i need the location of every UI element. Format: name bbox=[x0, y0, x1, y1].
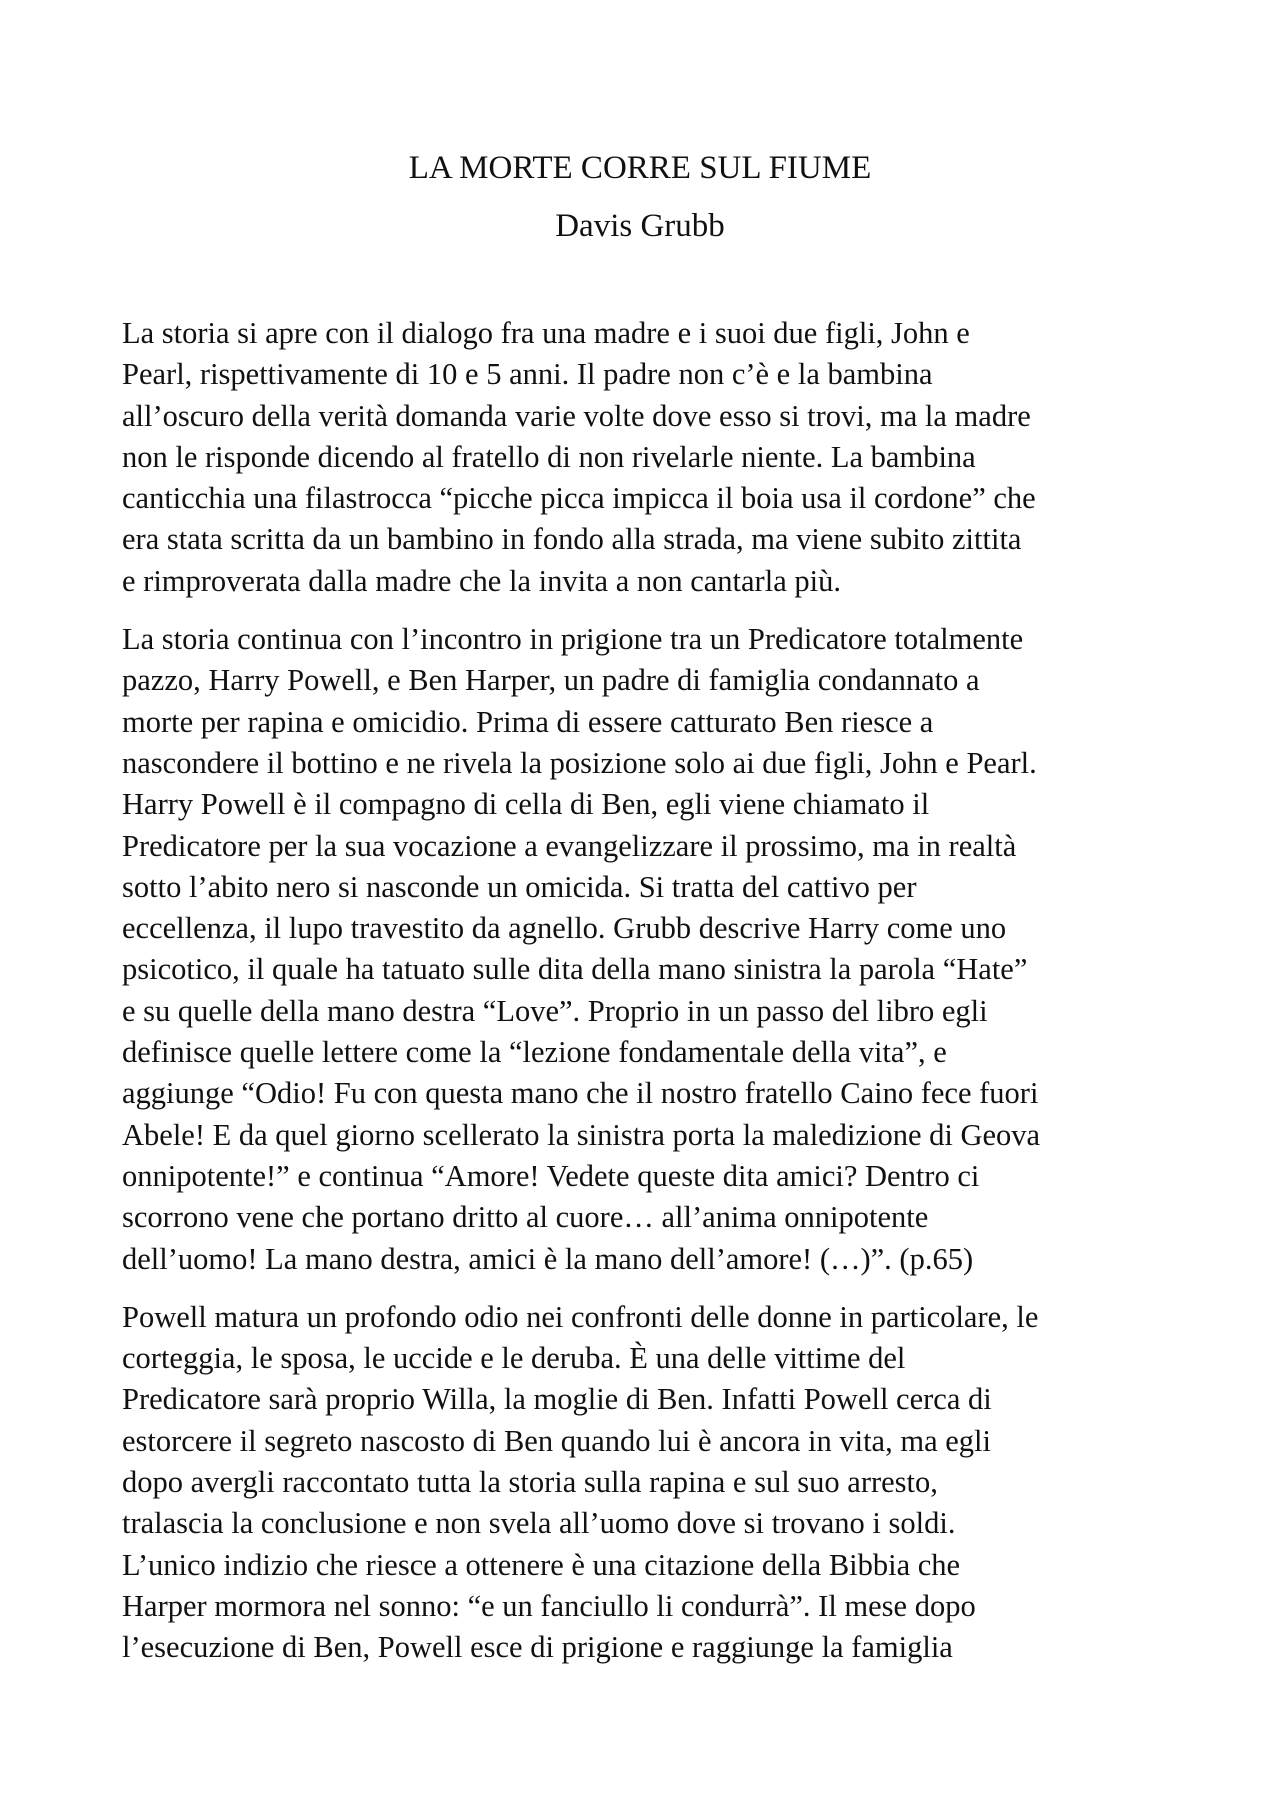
text-line: tralascia la conclusione e non svela all’uomo dove si trovano i soldi. bbox=[122, 1506, 956, 1541]
text-line: canticchia una filastrocca “picche picca impicca il boia usa il cordone” che bbox=[122, 481, 1036, 516]
paragraph-1 bbox=[122, 313, 1172, 602]
paragraph-3 bbox=[122, 1297, 1172, 1669]
text-line: Harper mormora nel sonno: “e un fanciullo li condurrà”. Il mese dopo bbox=[122, 1588, 976, 1623]
text-line: sotto l’abito nero si nasconde un omicida. Si tratta del cattivo per bbox=[122, 869, 917, 904]
text-line: Powell matura un profondo odio nei confronti delle donne in particolare, le bbox=[122, 1299, 1039, 1334]
text-line: e rimproverata dalla madre che la invita a non cantarla più. bbox=[122, 563, 841, 598]
text-line: onnipotente!” e continua “Amore! Vedete queste dita amici? Dentro ci bbox=[122, 1158, 980, 1193]
text-line: l’esecuzione di Ben, Powell esce di prigione e raggiunge la famiglia bbox=[122, 1630, 953, 1665]
text-line: Abele! E da quel giorno scellerato la sinistra porta la maledizione di Geova bbox=[122, 1117, 1041, 1152]
text-line: pazzo, Harry Powell, e Ben Harper, un padre di famiglia condannato a bbox=[122, 663, 980, 698]
text-line: La storia si apre con il dialogo fra una madre e i suoi due figli, John e bbox=[122, 316, 970, 350]
text-line: e su quelle della mano destra “Love”. Proprio in un passo del libro egli bbox=[122, 993, 988, 1028]
document-title: LA MORTE CORRE SUL FIUME bbox=[408, 150, 872, 186]
text-line: era stata scritta da un bambino in fondo alla strada, ma viene subito zittita bbox=[122, 522, 1022, 557]
text-line: scorrono vene che portano dritto al cuore… all’anima onnipotente bbox=[122, 1200, 929, 1235]
text-line: psicotico, il quale ha tatuato sulle dita della mano sinistra la parola “Hate” bbox=[122, 952, 1028, 987]
text-line: Harry Powell è il compagno di cella di Ben, egli viene chiamato il bbox=[122, 787, 930, 822]
text-line: nascondere il bottino e ne rivela la posizione solo ai due figli, John e Pearl. bbox=[122, 745, 1037, 780]
text-line: Predicatore per la sua vocazione a evangelizzare il prossimo, ma in realtà bbox=[122, 828, 1017, 863]
text-line: dell’uomo! La mano destra, amici è la mano dell’amore! (…)”. (p.65) bbox=[122, 1241, 974, 1276]
text-line: aggiunge “Odio! Fu con questa mano che il nostro fratello Caino fece fuori bbox=[122, 1076, 1039, 1111]
text-line: La storia continua con l’incontro in prigione tra un Predicatore totalmente bbox=[122, 622, 1024, 657]
text-line: corteggia, le sposa, le uccide e le deruba. È una delle vittime del bbox=[122, 1341, 906, 1376]
text-line: all’oscuro della verità domanda varie volte dove esso si trovi, ma la madre bbox=[122, 398, 1031, 433]
text-line: dopo avergli raccontato tutta la storia sulla rapina e sul suo arresto, bbox=[122, 1465, 938, 1500]
text-line: morte per rapina e omicidio. Prima di essere catturato Ben riesce a bbox=[122, 704, 934, 739]
document-author: Davis Grubb bbox=[555, 208, 725, 244]
paragraph-2 bbox=[122, 619, 1172, 1280]
text-line: Predicatore sarà proprio Willa, la moglie di Ben. Infatti Powell cerca di bbox=[122, 1382, 992, 1417]
text-line: estorcere il segreto nascosto di Ben quando lui è ancora in vita, ma egli bbox=[122, 1423, 991, 1458]
text-line: non le risponde dicendo al fratello di non rivelarle niente. La bambina bbox=[122, 439, 976, 474]
document-body bbox=[122, 313, 1172, 1686]
text-line: Pearl, rispettivamente di 10 e 5 anni. Il padre non c’è e la bambina bbox=[122, 357, 933, 392]
text-line: definisce quelle lettere come la “lezione fondamentale della vita”, e bbox=[122, 1035, 947, 1070]
text-line: eccellenza, il lupo travestito da agnello. Grubb descrive Harry come uno bbox=[122, 911, 1007, 946]
text-line: L’unico indizio che riesce a ottenere è una citazione della Bibbia che bbox=[122, 1547, 961, 1582]
